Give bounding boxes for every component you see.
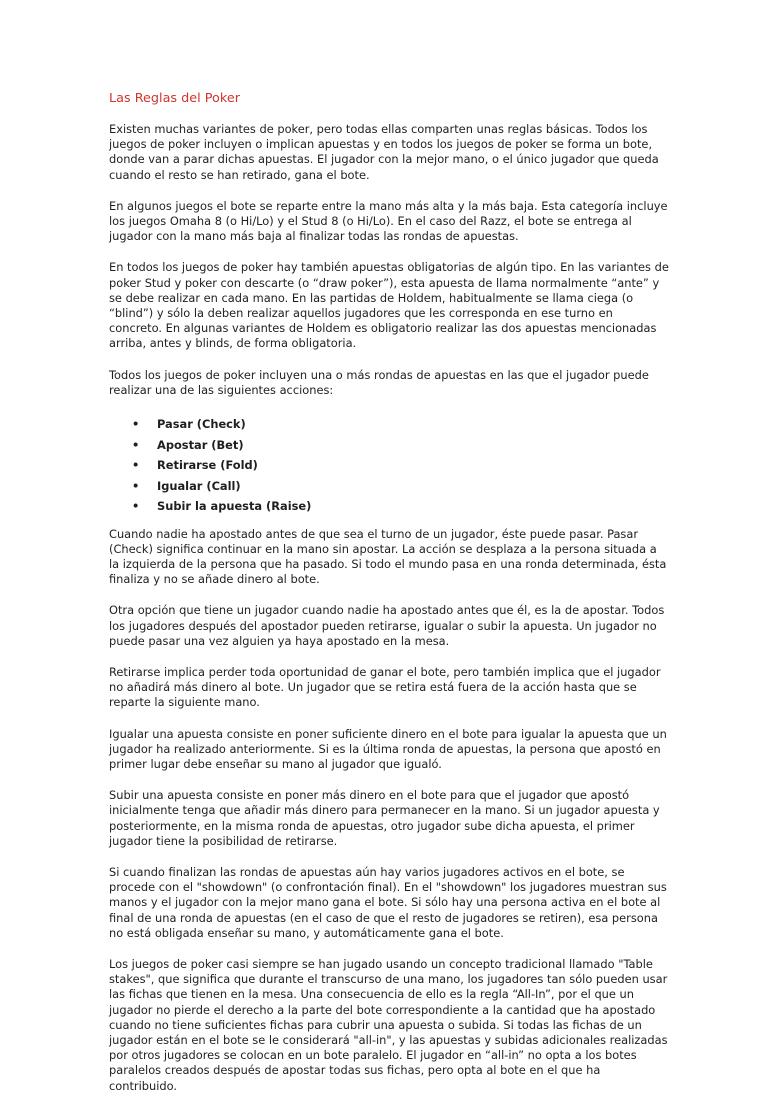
paragraph-table-stakes: Los juegos de poker casi siempre se han jugado usando un concepto tradicional llamado "Table stakes", que significa que durante el transcurso de una mano, los jugadores tan sólo pueden usar las fichas que tienen en la mesa. Una consecuencia de ello es la regla “All-In”, por el que un jugador no pierde el derecho a la parte del bote correspondiente a la cantidad que ha apostado cuando no tiene suficientes fichas para cubrir una apuesta o subida. Si todas las fichas de un jugador están en el bote se le considerará "all-in", y las apuestas y subidas adicionales realizadas por otros jugadores se colocan en un bote paralelo. El jugador en “all-in” no opta a los botes paralelos creados después de apostar todas sus fichas, pero opta al bote en el que ha contribuido. [109,957,668,1093]
list-item-call [109,476,669,497]
bullet-icon: • [132,499,140,514]
actions-list [109,414,669,517]
list-item-label: Apostar (Bet) [157,437,244,452]
list-item-label: Subir la apuesta (Raise) [157,499,312,514]
document-page [109,90,669,1110]
paragraph-betting-rounds: Todos los juegos de poker incluyen una o más rondas de apuestas en las que el jugador puede realizar una de las siguientes acciones: [109,367,649,397]
document-title: Las Reglas del Poker [109,91,240,106]
paragraph-call: Igualar una apuesta consiste en poner suficiente dinero en el bote para igualar la apuesta que un jugador ha realizado anteriormente. Si es la última ronda de apuestas, la persona que apostó en primer lugar debe enseñar su mano al jugador que igualó. [109,726,667,771]
paragraph-raise: Subir una apuesta consiste en poner más dinero en el bote para que el jugador que apostó inicialmente tenga que añadir más dinero para permanecer en la mano. Si un jugador apuesta y posteriormente, en la misma ronda de apuestas, otro jugador sube dicha apuesta, el primer jugador tiene la posibilidad de retirarse. [109,788,660,848]
bullet-icon: • [132,478,140,493]
list-item-check [109,414,669,435]
list-item-bet [109,435,669,456]
list-item-fold [109,455,669,476]
list-item-label: Igualar (Call) [157,478,241,493]
bullet-icon: • [132,458,140,473]
bullet-icon: • [132,437,140,452]
list-item-raise [109,496,669,517]
list-item-label: Pasar (Check) [157,417,246,432]
paragraph-intro: Existen muchas variantes de poker, pero todas ellas comparten unas reglas básicas. Todos los juegos de poker incluyen o implican apuestas y en todos los juegos de poker se forma un bote, donde van a parar dichas apuestas. El jugador con la mejor mano, o el único jugador que queda cuando el resto se han retirado, gana el bote. [109,122,659,182]
paragraph-check: Cuando nadie ha apostado antes de que sea el turno de un jugador, éste puede pasar. Pasar (Check) significa continuar en la mano sin apostar. La acción se desplaza a la persona situada a la izquierda de la persona que ha pasado. Si todo el mundo pasa en una ronda determinada, ésta finaliza y no se añade dinero al bote. [109,526,667,587]
paragraph-showdown: Si cuando finalizan las rondas de apuestas aún hay varios jugadores activos en el bote, se procede con el "showdown" (o confrontación final). En el "showdown" los jugadores muestran sus manos y el jugador con la mejor mano gana el bote. Si sólo hay una persona activa en el bote al final de una ronda de apuestas (en el caso de que el resto de jugadores se retiren), esa persona no está obligada enseñar su mano, y automáticamente gana el bote. [109,865,667,940]
list-item-label: Retirarse (Fold) [157,458,258,473]
paragraph-forced-bets: En todos los juegos de poker hay también apuestas obligatorias de algún tipo. En las variantes de poker Stud y poker con descarte (o “draw poker”), esta apuesta de llama normalmente “ante” y se debe realizar en cada mano. En las partidas de Holdem, habitualmente se llama ciega (o “blind”) y sólo la deben realizar aquellos jugadores que les corresponda en ese turno en concreto. En algunas variantes de Holdem es obligatorio realizar las dos apuestas mencionadas arriba, antes y blinds, de forma obligatoria. [109,260,669,351]
paragraph-bet: Otra opción que tiene un jugador cuando nadie ha apostado antes que él, es la de apostar. Todos los jugadores después del apostador pueden retirarse, igualar o subir la apuesta. Un jugador no puede pasar una vez alguien ya haya apostado en la mesa. [109,603,665,648]
bullet-icon: • [132,417,140,432]
paragraph-split-pot: En algunos juegos el bote se reparte entre la mano más alta y la más baja. Esta categoría incluye los juegos Omaha 8 (o Hi/Lo) y el Stud 8 (o Hi/Lo). En el caso del Razz, el bote se entrega al jugador con la mano más baja al finalizar todas las rondas de apuestas. [109,198,668,244]
paragraph-fold: Retirarse implica perder toda oportunidad de ganar el bote, pero también implica que el jugador no añadirá más dinero al bote. Un jugador que se retira está fuera de la acción hasta que se reparte la siguiente mano. [109,664,661,710]
